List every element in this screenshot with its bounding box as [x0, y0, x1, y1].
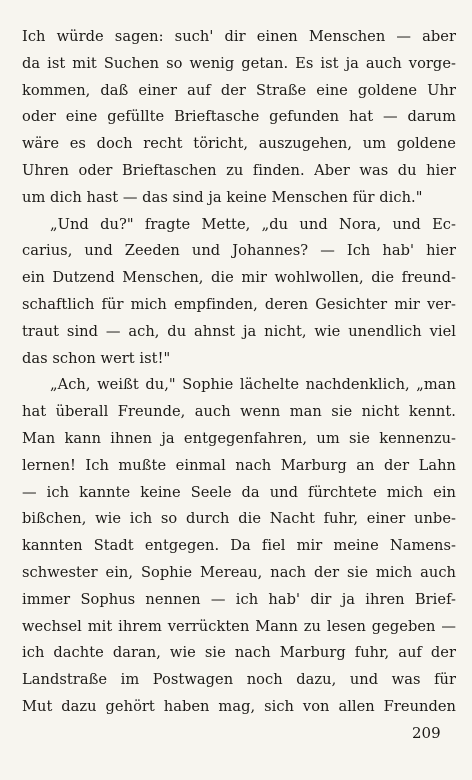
text-line: schaftlich für mich empfinden, deren Gesichter mir ver- [22, 295, 456, 313]
body-text [22, 24, 456, 721]
text-line: hat überall Freunde, auch wenn man sie nicht kennt. [22, 403, 456, 421]
text-line: — ich kannte keine Seele da und fürchtete mich ein [22, 483, 456, 501]
text-line: ein Dutzend Menschen, die mir wohlwollen, die freund- [22, 269, 456, 287]
text-line: wechsel mit ihrem verrückten Mann zu lesen gegeben — [22, 617, 456, 635]
text-line: da ist mit Suchen so wenig getan. Es ist ja auch vorge- [22, 54, 456, 72]
text-line: kannten Stadt entgegen. Da fiel mir meine Namens- [22, 537, 456, 555]
text-line: Man kann ihnen ja entgegenfahren, um sie kennenzu- [22, 429, 456, 447]
text-line: bißchen, wie ich so durch die Nacht fuhr, einer unbe- [22, 510, 456, 528]
text-line: Uhren oder Brieftaschen zu finden. Aber was du hier [22, 161, 456, 179]
text-line: schwester ein, Sophie Mereau, nach der sie mich auch [22, 563, 456, 581]
text-line: traut sind — ach, du ahnst ja nicht, wie unendlich viel [22, 322, 456, 340]
text-line: das schon wert ist!" [22, 349, 171, 367]
text-line: kommen, daß einer auf der Straße eine goldene Uhr [22, 81, 456, 99]
text-line: Ich würde sagen: such' dir einen Menschen — aber [22, 28, 456, 45]
text-line: oder eine gefüllte Brieftasche gefunden hat — darum [22, 108, 456, 126]
text-line: „Ach, weißt du," Sophie lächelte nachdenklich, „man [50, 376, 456, 394]
text-line: immer Sophus nennen — ich hab' dir ja ihren Brief- [22, 590, 456, 608]
text-line: carius, und Zeeden und Johannes? — Ich hab' hier [22, 242, 456, 260]
text-line: wäre es doch recht töricht, auszugehen, um goldene [22, 135, 456, 153]
text-line: Landstraße im Postwagen noch dazu, und was für [22, 671, 456, 689]
page-number: 209 [412, 724, 441, 742]
text-line: „Und du?" fragte Mette, „du und Nora, und Ec- [50, 215, 456, 233]
text-line: lernen! Ich mußte einmal nach Marburg an der Lahn [22, 456, 456, 474]
text-line: um dich hast — das sind ja keine Menschen für dich." [22, 188, 423, 206]
text-line: ich dachte daran, wie sie nach Marburg fuhr, auf der [22, 644, 456, 662]
text-line: Mut dazu gehört haben mag, sich von allen Freunden [22, 697, 456, 715]
